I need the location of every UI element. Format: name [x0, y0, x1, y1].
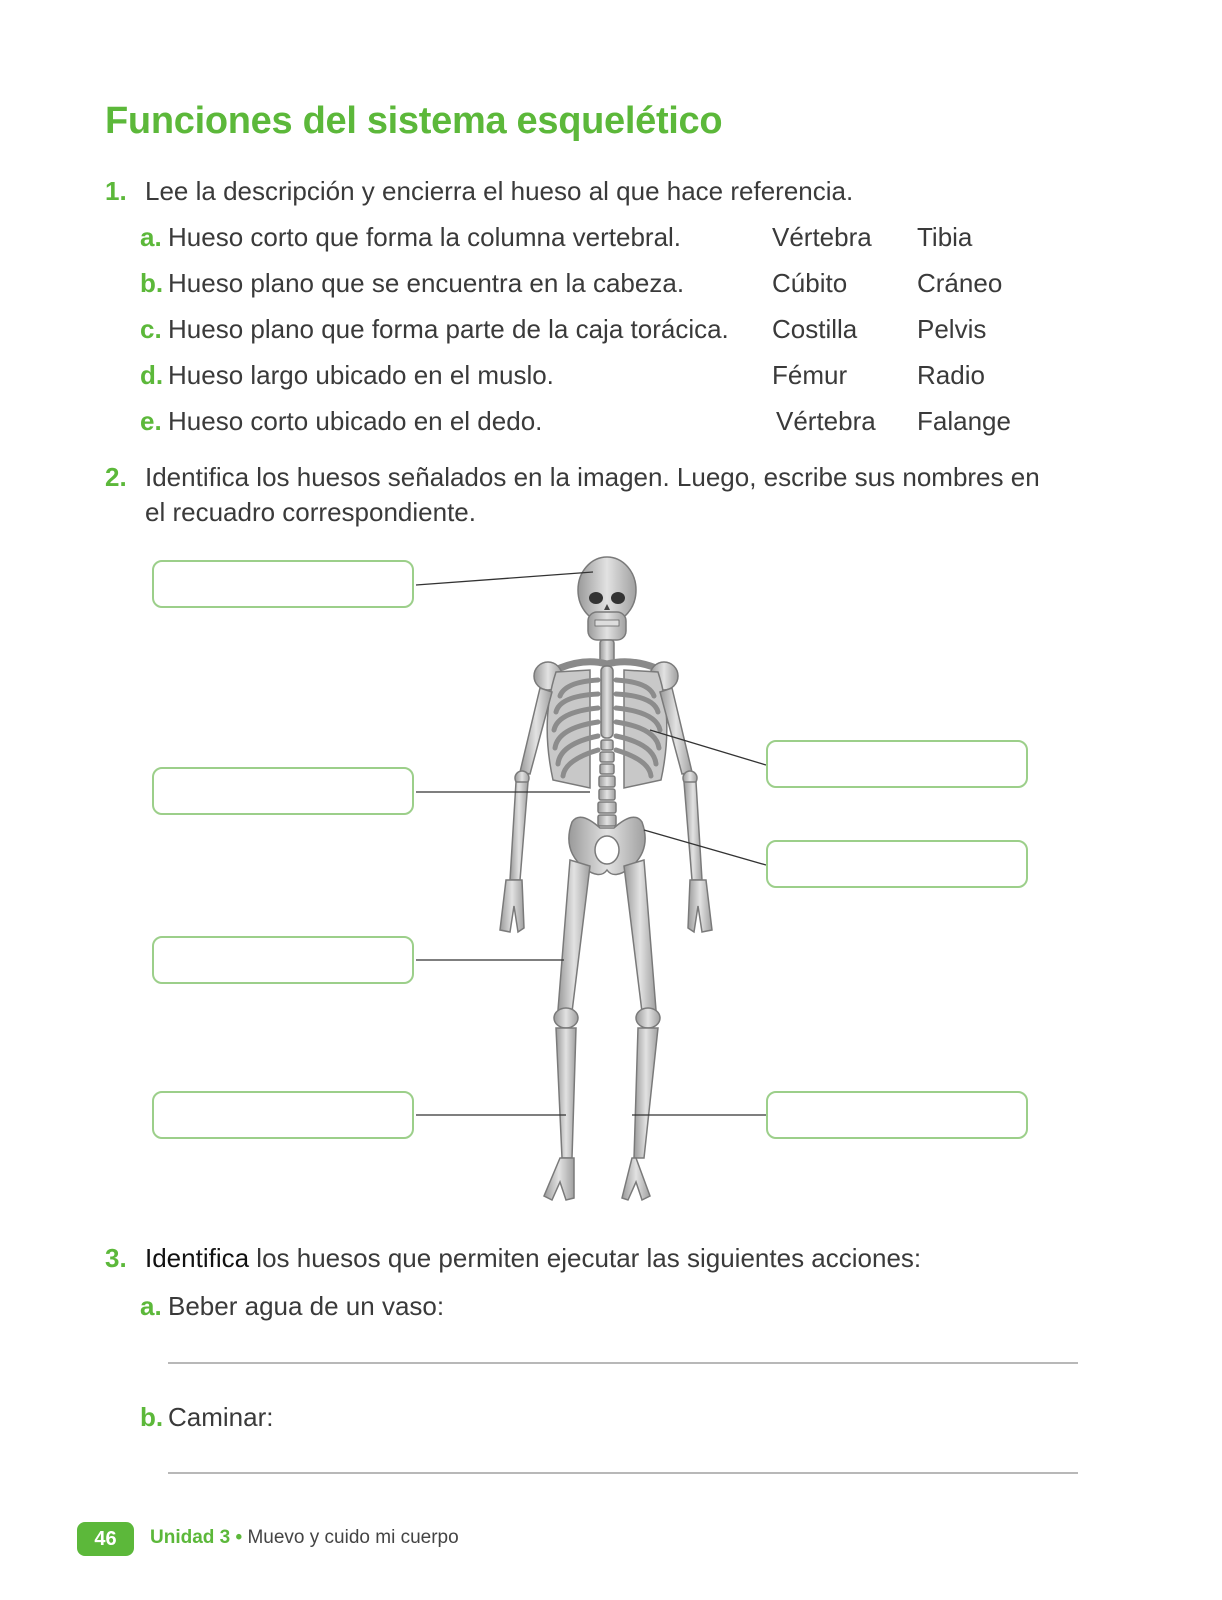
q1-option-vertebra[interactable]: Vértebra	[772, 222, 872, 252]
q1-item-letter: e.	[140, 406, 162, 436]
q3-item-letter-a: a.	[140, 1291, 162, 1321]
q3-item-letter-b: b.	[140, 1402, 164, 1432]
footer-separator: •	[235, 1527, 243, 1548]
q1-item-text: Hueso corto que forma la columna vertebral.	[168, 222, 682, 252]
answer-box-skull[interactable]	[152, 560, 414, 608]
q1-option-cubito[interactable]: Cúbito	[772, 268, 848, 298]
q2-number: 2.	[105, 462, 127, 492]
q3-item-text-a: Beber agua de un vaso:	[168, 1291, 445, 1321]
q1-option-radio[interactable]: Radio	[917, 360, 985, 390]
answer-box-tibia[interactable]	[152, 1091, 414, 1139]
answer-line-b[interactable]	[168, 1472, 1078, 1474]
q1-option-craneo[interactable]: Cráneo	[917, 268, 1003, 298]
answer-box-ribs[interactable]	[766, 740, 1028, 788]
q2-text-line1: Identifica los huesos señalados en la imagen. Luego, escribe sus nombres en	[145, 462, 1040, 492]
q3-item-text-b: Caminar:	[168, 1402, 274, 1432]
q3-number: 3.	[105, 1243, 127, 1273]
q1-number: 1.	[105, 176, 127, 206]
q3-rest: los huesos que permiten ejecutar las siguientes acciones:	[249, 1243, 922, 1273]
q1-option-costilla[interactable]: Costilla	[772, 314, 858, 344]
q1-item-text: Hueso plano que se encuentra en la cabeza.	[168, 268, 685, 298]
q1-item-text: Hueso largo ubicado en el muslo.	[168, 360, 554, 390]
q3-bold: Identifica	[145, 1243, 250, 1273]
answer-line-a[interactable]	[168, 1362, 1078, 1364]
q1-item-letter: c.	[140, 314, 162, 344]
q1-option-femur[interactable]: Fémur	[772, 360, 848, 390]
q1-option-tibia[interactable]: Tibia	[917, 222, 973, 252]
answer-box-pelvis[interactable]	[766, 840, 1028, 888]
q1-item-text: Hueso plano que forma parte de la caja torácica.	[168, 314, 729, 344]
pointer-line-skull	[416, 572, 593, 585]
q1-item-text: Hueso corto ubicado en el dedo.	[168, 406, 543, 436]
footer	[150, 1527, 459, 1549]
q1-item-letter: a.	[140, 222, 162, 252]
q2-text-line2: el recuadro correspondiente.	[145, 497, 476, 527]
q1-text: Lee la descripción y encierra el hueso al que hace referencia.	[145, 176, 854, 206]
pointer-line-ribs	[650, 730, 766, 765]
q1-option-falange[interactable]: Falange	[917, 406, 1011, 436]
q1-item-letter: d.	[140, 360, 164, 390]
skeleton-icon	[500, 557, 712, 1200]
footer-subtitle: Muevo y cuido mi cuerpo	[247, 1527, 459, 1548]
answer-box-femur[interactable]	[152, 936, 414, 984]
answer-box-fibula[interactable]	[766, 1091, 1028, 1139]
page-title: Funciones del sistema esquelético	[105, 100, 723, 142]
pointer-line-pelvis	[644, 830, 766, 865]
q1-option-vertebra-e[interactable]: Vértebra	[776, 406, 876, 436]
answer-box-spine[interactable]	[152, 767, 414, 815]
q1-item-letter: b.	[140, 268, 164, 298]
q3-text	[145, 1243, 921, 1274]
footer-unit: Unidad 3	[150, 1527, 231, 1548]
q1-option-pelvis[interactable]: Pelvis	[917, 314, 987, 344]
page-number: 46	[77, 1522, 134, 1556]
